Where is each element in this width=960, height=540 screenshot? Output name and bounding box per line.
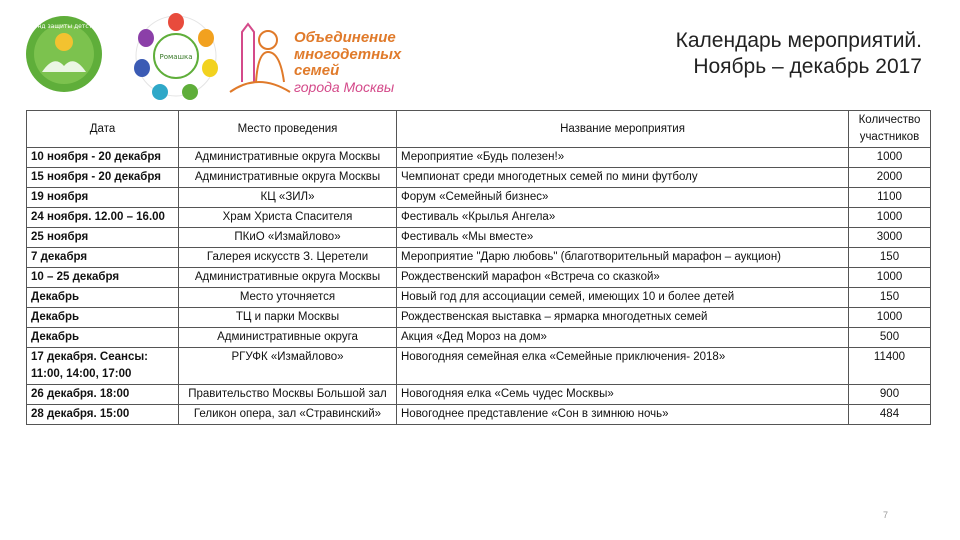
cell-event: Мероприятие «Будь полезен!» [397, 148, 849, 168]
cell-place: ПКиО «Измайлово» [179, 228, 397, 248]
cell-event: Новогодняя семейная елка «Семейные приключения- 2018» [397, 348, 849, 385]
cell-count: 150 [849, 248, 931, 268]
table-row [27, 405, 931, 425]
org-name-line2: многодетных семей [294, 45, 402, 79]
cell-date: 15 ноября - 20 декабря [27, 168, 179, 188]
cell-event: Фестиваль «Крылья Ангела» [397, 208, 849, 228]
table-row [27, 228, 931, 248]
cell-date: 10 – 25 декабря [27, 268, 179, 288]
cell-count: 1000 [849, 208, 931, 228]
cell-event: Форум «Семейный бизнес» [397, 188, 849, 208]
family-logo-icon [222, 12, 294, 98]
fund-logo-icon [24, 14, 104, 94]
cell-event: Новогодняя елка «Семь чудес Москвы» [397, 385, 849, 405]
cell-date: 17 декабря. Сеансы: 11:00, 14:00, 17:00 [27, 348, 179, 385]
cell-place: КЦ «ЗИЛ» [179, 188, 397, 208]
cell-date: 26 декабря. 18:00 [27, 385, 179, 405]
cell-count: 1000 [849, 268, 931, 288]
title-line2: Ноябрь – декабрь 2017 [693, 55, 922, 78]
cell-date: 7 декабря [27, 248, 179, 268]
cell-event: Рождественский марафон «Встреча со сказкой» [397, 268, 849, 288]
cell-count: 2000 [849, 168, 931, 188]
cell-event: Фестиваль «Мы вместе» [397, 228, 849, 248]
cell-date: Декабрь [27, 308, 179, 328]
cell-count: 150 [849, 288, 931, 308]
org-name [294, 30, 442, 95]
cell-date: Декабрь [27, 328, 179, 348]
cell-place: Храм Христа Спасителя [179, 208, 397, 228]
table-row [27, 148, 931, 168]
cell-event: Новый год для ассоциации семей, имеющих 10 и более детей [397, 288, 849, 308]
cell-place: Галерея искусств З. Церетели [179, 248, 397, 268]
cell-place: Правительство Москвы Большой зал [179, 385, 397, 405]
cell-count: 11400 [849, 348, 931, 385]
header-event: Название мероприятия [397, 111, 849, 148]
cell-place: Место уточняется [179, 288, 397, 308]
cell-place: РГУФК «Измайлово» [179, 348, 397, 385]
cell-date: Декабрь [27, 288, 179, 308]
cell-count: 1000 [849, 148, 931, 168]
chamomile-logo-icon [132, 12, 220, 100]
table-row [27, 288, 931, 308]
cell-place: ТЦ и парки Москвы [179, 308, 397, 328]
cell-count: 1000 [849, 308, 931, 328]
table-row [27, 188, 931, 208]
cell-place: Административные округа Москвы [179, 168, 397, 188]
logo2-caption: Ромашка [159, 53, 193, 61]
cell-event: Акция «Дед Мороз на дом» [397, 328, 849, 348]
page-number: 7 [882, 510, 888, 520]
cell-place: Административные округа [179, 328, 397, 348]
table-row [27, 208, 931, 228]
table-row [27, 248, 931, 268]
table-row [27, 308, 931, 328]
org-name-line1: Объединение [294, 29, 396, 46]
cell-count: 500 [849, 328, 931, 348]
cell-event: Мероприятие "Дарю любовь" (благотворительный марафон – аукцион) [397, 248, 849, 268]
cell-count: 1100 [849, 188, 931, 208]
table-row [27, 348, 931, 385]
cell-event: Чемпионат среди многодетных семей по мини футболу [397, 168, 849, 188]
table-row [27, 385, 931, 405]
cell-event: Новогоднее представление «Сон в зимнюю ночь» [397, 405, 849, 425]
cell-date: 10 ноября - 20 декабря [27, 148, 179, 168]
table-row [27, 328, 931, 348]
cell-date: 19 ноября [27, 188, 179, 208]
cell-count: 900 [849, 385, 931, 405]
header-date: Дата [27, 111, 179, 148]
cell-date: 28 декабря. 15:00 [27, 405, 179, 425]
cell-count: 484 [849, 405, 931, 425]
header-place: Место проведения [179, 111, 397, 148]
org-name-line3: города Москвы [294, 78, 395, 95]
cell-date: 24 ноября. 12.00 – 16.00 [27, 208, 179, 228]
events-table [26, 110, 931, 425]
logo-strip [22, 8, 442, 100]
cell-place: Административные округа Москвы [179, 148, 397, 168]
cell-event: Рождественская выставка – ярмарка многодетных семей [397, 308, 849, 328]
title-line1: Календарь мероприятий. [675, 29, 922, 52]
cell-date: 25 ноября [27, 228, 179, 248]
cell-count: 3000 [849, 228, 931, 248]
logo1-caption: Фонд защиты детства [28, 23, 100, 30]
cell-place: Административные округа Москвы [179, 268, 397, 288]
header-count: Количество участников [849, 111, 931, 148]
page-title [676, 28, 922, 80]
table-row [27, 268, 931, 288]
table-header-row [27, 111, 931, 148]
table-row [27, 168, 931, 188]
cell-place: Геликон опера, зал «Стравинский» [179, 405, 397, 425]
